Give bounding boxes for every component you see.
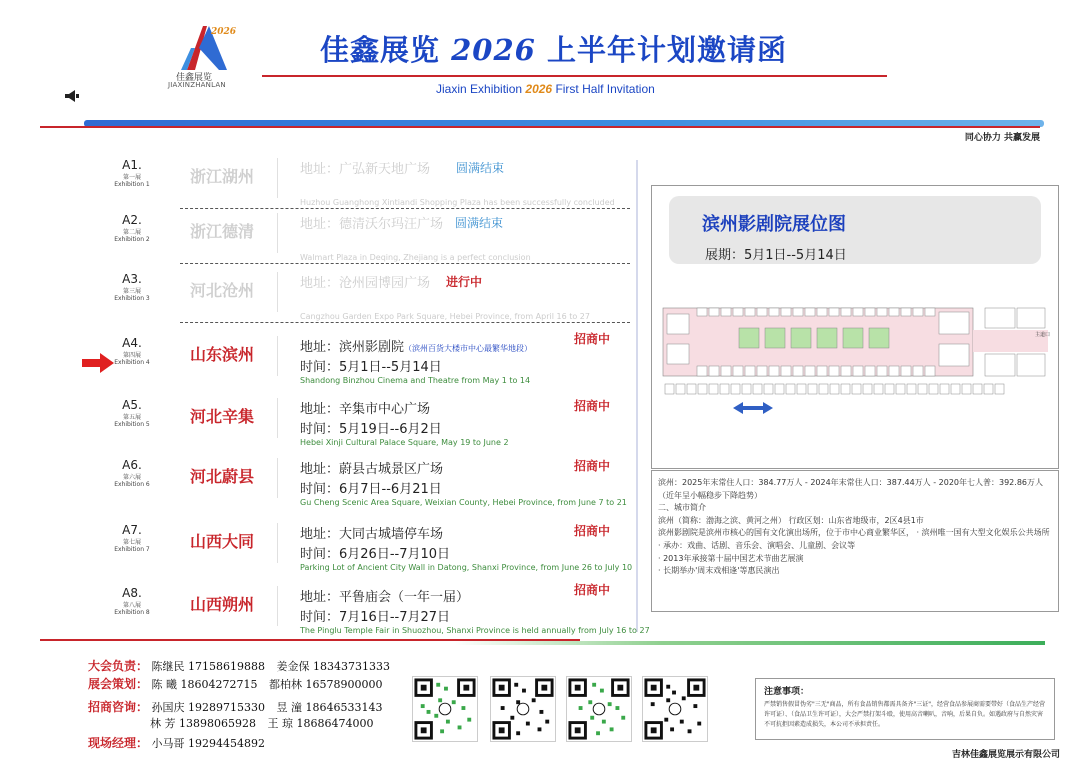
row-dashed-divider [180, 263, 630, 264]
exhibition-row [100, 332, 640, 398]
row-divider [277, 158, 278, 198]
exhibition-city: 浙江湖州 [190, 167, 255, 186]
exhibition-status: 圆满结束 [456, 161, 505, 175]
exhibition-number: A6. [122, 458, 142, 472]
exhibition-address [300, 523, 443, 542]
exhibition-address [300, 213, 443, 232]
exhibition-status: 招商中 [574, 583, 611, 597]
contact-row [88, 657, 390, 674]
page-title [320, 28, 787, 69]
info-line: 二、城市简介 [658, 503, 706, 513]
exhibition-city: 河北沧州 [190, 281, 255, 300]
exhibition-ordinal-en: Exhibition 7 [114, 546, 150, 553]
exhibition-english: Huzhou Guanghong Xintiandi Shopping Plaza has been successfully concluded [300, 198, 615, 207]
subtitle-suffix: First Half Invitation [555, 82, 655, 96]
title-underline [262, 75, 887, 77]
info-line: · 承办：戏曲、话剧、音乐会、演唱会、儿童剧、会议等 [658, 540, 856, 550]
row-divider [277, 398, 278, 438]
info-line: · 2013年承接第十届中国艺术节曲艺展演 [658, 553, 804, 563]
contact-row [150, 715, 373, 731]
exhibition-address [300, 336, 532, 355]
logo-text-cn: 佳鑫展览 [176, 73, 213, 83]
contact-entry: 林 芳 13898065928 [150, 717, 256, 730]
contact-label: 大会负责： [88, 659, 149, 673]
exhibition-city: 河北辛集 [190, 407, 255, 426]
floor-plan-title: 滨州影剧院展位图 [702, 214, 846, 235]
address-text: 地址：沧州园博园广场 [300, 276, 431, 291]
subtitle-year: 2026 [525, 82, 553, 96]
exhibition-row [100, 272, 640, 334]
header-red-line [40, 126, 1040, 128]
exhibition-ordinal-cn: 第四展 [122, 352, 141, 359]
exhibition-ordinal-en: Exhibition 2 [114, 236, 150, 243]
exhibition-ordinal-en: Exhibition 5 [114, 421, 150, 428]
row-divider [277, 523, 278, 563]
contact-entry: 昱 潼 18646533143 [276, 701, 383, 714]
title-year: 2026 [451, 33, 536, 67]
notice-panel [755, 678, 1055, 740]
contact-row [88, 675, 382, 692]
exhibition-status: 招商中 [574, 524, 611, 538]
row-divider [277, 336, 278, 376]
contact-label: 招商咨询： [88, 700, 149, 714]
svg-text:2026: 2026 [211, 27, 237, 37]
exhibition-city: 浙江德清 [190, 222, 255, 241]
main-entrance-label: 主道口 [1035, 332, 1051, 338]
exhibition-ordinal-cn: 第六展 [122, 474, 141, 481]
exhibition-ordinal-cn: 第三展 [122, 288, 141, 295]
exhibition-code [100, 336, 164, 366]
row-divider [277, 586, 278, 626]
contact-entry: 姜金保 18343731333 [276, 660, 390, 673]
exhibition-number: A2. [122, 213, 142, 227]
company-name: 吉林佳鑫展览展示有限公司 [951, 750, 1060, 760]
exhibition-english: Parking Lot of Ancient City Wall in Datong, Shanxi Province, from June 26 to July 10 [300, 563, 633, 572]
row-divider [277, 213, 278, 253]
exhibition-code [100, 523, 164, 553]
exhibition-row [100, 158, 640, 220]
address-note: （滨州百货大楼市中心最繁华地段） [404, 344, 533, 353]
exhibition-status: 进行中 [446, 275, 483, 289]
exhibition-ordinal-en: Exhibition 1 [114, 181, 150, 188]
logo-text-en: JIAXINZHANLAN [168, 81, 226, 89]
slogan: 同心协力 共赢发展 [964, 133, 1040, 143]
exhibition-number: A5. [122, 398, 142, 412]
exhibition-code [100, 213, 164, 243]
contact-row [88, 698, 382, 715]
exhibition-address [300, 586, 469, 605]
exhibition-row [100, 213, 640, 275]
info-line: · 长期举办'周末戏相逢'等惠民演出 [658, 566, 780, 576]
exhibition-number: A7. [122, 523, 142, 537]
exhibition-time: 时间：6月7日--6月21日 [300, 482, 442, 497]
compass-arrow-icon [733, 402, 773, 414]
exhibition-ordinal-en: Exhibition 4 [114, 359, 150, 366]
exhibition-number: A1. [122, 158, 142, 172]
exhibition-ordinal-cn: 第二展 [122, 229, 141, 236]
booth-outer-row [665, 384, 1004, 394]
exhibition-number: A4. [122, 336, 142, 350]
title-suffix: 上半年计划邀请函 [546, 33, 787, 67]
row-dashed-divider [180, 322, 630, 323]
exhibition-time: 时间：5月19日--6月2日 [300, 422, 442, 437]
address-text: 地址：滨州影剧院 [300, 340, 405, 355]
address-text: 地址：大同古城墙停车场 [300, 527, 444, 542]
info-line: 滨州影剧院是滨州市核心的国有文化演出场所，位于市中心商业繁华区， · 滨州唯一国有大型文化娱乐公共场所 [658, 528, 1050, 538]
contact-entry: 陈 曦 18604272715 [151, 678, 258, 691]
exhibition-ordinal-en: Exhibition 6 [114, 481, 150, 488]
qr-code-icon[interactable] [642, 676, 708, 742]
notice-body: 严禁销售假冒伪劣"三无"商品，所有食品销售都需具备齐"三证"，经营食品参展商需要带好（食品生产经营许可证）、（食品卫生许可证），大会严禁打架斗殴，使用高音喇叭，音响，后果自负。如遇政府与自然灾害不可抗拒因素造成损失，本公司不承担责任。 [764, 701, 1046, 728]
exhibition-ordinal-en: Exhibition 3 [114, 295, 150, 302]
exhibition-ordinal-cn: 第一展 [122, 174, 141, 181]
exhibition-ordinal-cn: 第八展 [122, 602, 141, 609]
contact-label: 现场经理： [88, 736, 149, 750]
exhibition-row [100, 398, 640, 460]
exhibition-english: The Pinglu Temple Fair in Shuozhou, Shanxi Province is held annually from July 16 to 27 [300, 626, 650, 635]
exhibition-english: Cangzhou Garden Expo Park Square, Hebei Province, from April 16 to 27 [300, 312, 590, 321]
contact-entry: 王 琼 18686474000 [267, 717, 374, 730]
exhibition-city: 山东滨州 [190, 345, 255, 364]
row-dashed-divider [180, 208, 630, 209]
exhibition-code [100, 398, 164, 428]
address-text: 地址：广弘新天地广场 [300, 162, 431, 177]
exhibition-ordinal-cn: 第七展 [122, 539, 141, 546]
booth-map [663, 300, 1051, 430]
subtitle-prefix: Jiaxin Exhibition [436, 82, 523, 96]
exhibition-code [100, 586, 164, 616]
exhibition-time: 时间：7月16日--7月27日 [300, 610, 451, 625]
notice-title: 注意事项： [764, 687, 810, 697]
contact-entry: 孙国庆 19289715330 [151, 701, 265, 714]
exhibition-number: A8. [122, 586, 142, 600]
title-prefix: 佳鑫展览 [320, 33, 441, 67]
qr-code-icon[interactable] [412, 676, 478, 742]
exhibition-code [100, 458, 164, 488]
exhibition-row [100, 458, 640, 520]
contact-entry: 小马哥 19294454892 [151, 737, 265, 750]
exhibition-english: Hebei Xinji Cultural Palace Square, May 19 to June 2 [300, 438, 509, 447]
exhibition-ordinal-en: Exhibition 8 [114, 609, 150, 616]
exhibition-address [300, 272, 430, 291]
floor-plan-period: 展期：5月1日--5月14日 [705, 248, 847, 263]
address-text: 地址：辛集市中心广场 [300, 402, 431, 417]
city-info-panel [651, 470, 1059, 612]
exhibition-number: A3. [122, 272, 142, 286]
contact-row [88, 734, 265, 751]
row-divider [277, 272, 278, 312]
footer-green-band [455, 641, 1045, 645]
exhibition-status: 招商中 [574, 399, 611, 413]
address-text: 地址：德清沃尔玛汪广场 [300, 217, 444, 232]
exhibition-ordinal-cn: 第五展 [122, 414, 141, 421]
info-line: 滨州：2025年末常住人口：384.77万人 - 2024年末常住人口：387.44万人 - 2020年七人普：392.86万人（近年呈小幅稳步下降趋势） [658, 478, 1043, 500]
address-text: 地址：平鲁庙会（一年一届） [300, 590, 470, 605]
contact-label: 展会策划： [88, 677, 149, 691]
exhibition-code [100, 158, 164, 188]
exhibition-city: 河北蔚县 [190, 467, 255, 486]
exhibition-english: Walmart Plaza in Deqing, Zhejiang is a perfect conclusion [300, 253, 531, 262]
info-line: 滨州（简称：渤海之滨、黄河之州） 行政区划：山东省地级市，2区4县1市 [658, 515, 924, 525]
exhibition-status: 招商中 [574, 332, 611, 346]
address-text: 地址：蔚县古城景区广场 [300, 462, 444, 477]
qr-code-icon[interactable] [566, 676, 632, 742]
speaker-icon [64, 88, 80, 104]
exhibition-english: Gu Cheng Scenic Area Square, Weixian County, Hebei Province, from June 7 to 21 [300, 498, 627, 507]
contact-entry: 都柏林 16578900000 [269, 678, 383, 691]
exhibition-row [100, 523, 640, 585]
exhibition-time: 时间：6月26日--7月10日 [300, 547, 451, 562]
exhibition-status: 圆满结束 [455, 216, 504, 230]
exhibition-city: 山西大同 [190, 532, 255, 551]
exhibition-time: 时间：5月1日--5月14日 [300, 360, 442, 375]
exhibition-status: 招商中 [574, 459, 611, 473]
qr-code-icon[interactable] [490, 676, 556, 742]
exhibition-code [100, 272, 164, 302]
exhibition-address [300, 458, 443, 477]
page-subtitle [436, 82, 655, 96]
exhibition-english: Shandong Binzhou Cinema and Theatre from May 1 to 14 [300, 376, 531, 385]
exhibition-address [300, 398, 430, 417]
exhibition-city: 山西朔州 [190, 595, 255, 614]
exhibition-address [300, 158, 430, 177]
row-divider [277, 458, 278, 498]
contact-entry: 陈继民 17158619888 [151, 660, 265, 673]
